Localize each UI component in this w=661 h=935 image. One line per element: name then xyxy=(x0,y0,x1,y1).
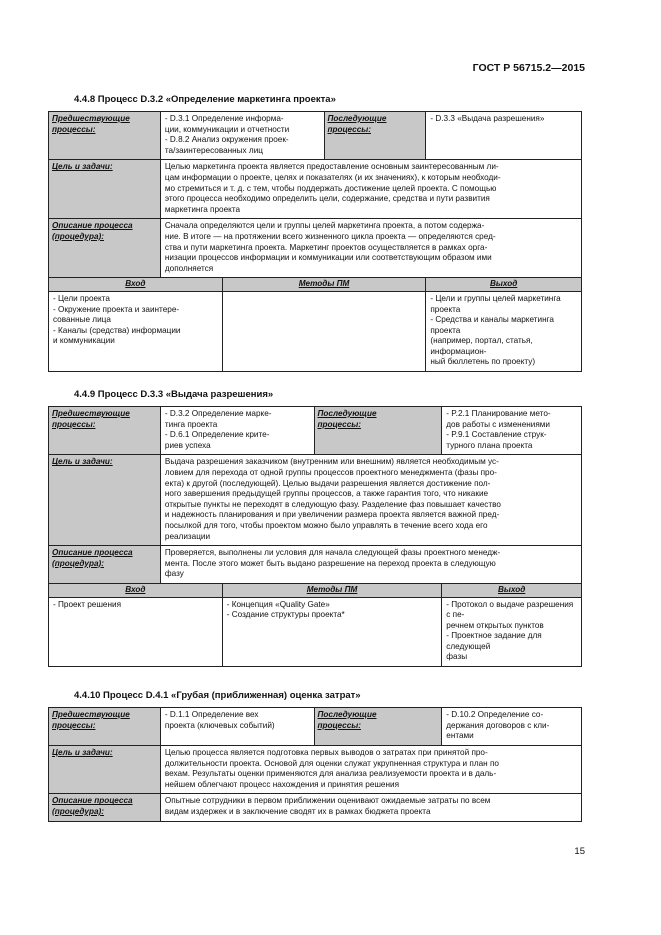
text-line: (например, портал, статья, информацион- xyxy=(430,336,533,356)
section-title: 4.4.9 Процесс D.3.3 «Выдача разрешения» xyxy=(74,389,274,400)
post-label: Последующие процессы: xyxy=(324,112,426,160)
text-line: видам издержек и в заключение сводят их в рамках бюджета проекта xyxy=(164,806,431,816)
text-line: риев успеха xyxy=(164,440,211,450)
text-line: ние. В итоге — на протяжении всего жизненного цикла проекта — определяются сред- xyxy=(164,231,496,241)
text-line: фазу xyxy=(164,569,184,579)
text-line: - D.1.1 Определение вех xyxy=(164,710,259,719)
text-line: и коммуникации xyxy=(53,336,115,346)
text-line: дов работы с изменениями xyxy=(446,419,550,429)
text-line: ного завершения предыдущей группы процессов, а также гарантия того, что никакие xyxy=(164,489,489,499)
process-table xyxy=(48,111,582,372)
post-label: Последующие процессы: xyxy=(314,708,442,746)
text-line: турного плана проекта xyxy=(446,440,533,450)
text-line: - D.3.2 Определение марке- xyxy=(164,409,272,418)
standard-header: ГОСТ Р 56715.2—2015 xyxy=(472,62,585,74)
text-line: - Проектное задание для следующей xyxy=(446,631,542,651)
text-line: и надежность планирования и при увеличении размера проекта является важной пред- xyxy=(164,510,500,520)
text-line: - Концепция «Quality Gate» xyxy=(226,599,330,609)
output-header: Выход xyxy=(442,583,582,597)
section-4-4-8 xyxy=(48,93,582,372)
text-line: этого процесса необходимо определить цели, содержание, средства и пути развития xyxy=(164,194,490,204)
post-value xyxy=(442,407,582,455)
goal-label: Цель и задачи: xyxy=(49,746,161,794)
text-line: Выдача разрешения заказчиком (внутренним или внешним) является необходимым ус- xyxy=(164,457,499,467)
goal-label: Цель и задачи: xyxy=(49,455,161,546)
post-value xyxy=(442,708,582,746)
text-line: Опытные сотрудники в первом приближении оценивают ожидаемые затраты по всем xyxy=(164,796,491,806)
text-line: маркетинга проекта xyxy=(164,204,241,214)
text-line: ловием для перехода от одной группы процессов проектного менеджмента (фазы про- xyxy=(164,467,497,477)
text-line: фазы xyxy=(446,652,468,662)
goal-label: Цель и задачи: xyxy=(49,160,161,219)
text-line: - P.2.1 Планирование мето- xyxy=(446,409,551,418)
text-line: - Создание структуры проекта* xyxy=(226,610,345,620)
page-number: 15 xyxy=(574,846,585,857)
text-line: - D.10.2 Определение со- xyxy=(446,710,544,719)
pred-value xyxy=(160,407,314,455)
text-line: дополняется xyxy=(164,263,214,273)
text-line: открытые пункты не переходят в следующую фазу. Разделение фаз повышает качество xyxy=(164,499,501,509)
input-value xyxy=(49,291,223,371)
text-line: - Средства и каналы маркетинга проекта xyxy=(430,315,554,335)
desc-value xyxy=(160,546,581,584)
methods-header: Методы ПМ xyxy=(222,278,426,292)
text-line: Целью процесса является подготовка первых выводов о затратах при принятой про- xyxy=(164,748,488,757)
text-line: реализации xyxy=(164,531,211,541)
text-line: - Каналы (средства) информации xyxy=(53,325,181,335)
text-line: ный бюллетень по проекту) xyxy=(430,357,536,367)
text-line: мента. После этого может быть выдано разрешение на переход проекта в следующую xyxy=(164,558,496,568)
goal-value xyxy=(160,455,581,546)
section-title: 4.4.8 Процесс D.3.2 «Определение маркетинга проекта» xyxy=(74,94,336,105)
section-title: 4.4.10 Процесс D.4.1 «Грубая (приближенная) оценка затрат» xyxy=(74,690,361,701)
text-line: та/заинтересованных лиц xyxy=(164,145,263,155)
methods-value xyxy=(222,291,426,371)
pred-value xyxy=(160,708,314,746)
output-header: Выход xyxy=(426,278,582,292)
text-line: тинга проекта xyxy=(164,419,218,429)
pred-value xyxy=(160,112,324,160)
text-line: ства и пути маркетинга проекта. Маркетинг проектов осуществляется в рамках орга- xyxy=(164,242,488,252)
text-line: - Цели проекта xyxy=(53,293,110,303)
text-line: - Проект решения xyxy=(53,599,122,609)
desc-value xyxy=(160,794,581,821)
text-line: низации процессов информации и коммуникации или соответствующим образом ими xyxy=(164,253,492,263)
text-line: ции, коммуникации и отчетности xyxy=(164,124,290,134)
desc-value xyxy=(160,219,581,278)
section-4-4-9 xyxy=(48,388,582,667)
text-line: - Окружение проекта и заинтере- xyxy=(53,304,180,314)
input-header: Вход xyxy=(49,278,223,292)
text-line: - D.3.3 «Выдача разрешения» xyxy=(430,114,545,123)
text-line: вехам. Результаты оценки применяются для анализа реализуемости проекта и в даль- xyxy=(164,769,497,779)
text-line: мо стремиться и т. д. с тем, чтобы поддержать достижение целей проекта. С помощью xyxy=(164,183,497,193)
text-line: нейшем облегчают процесс нахождения и принятия решения xyxy=(164,779,400,789)
text-line: - Протокол о выдаче разрешения с пе- xyxy=(446,599,574,620)
pred-label: Предшествующие процессы: xyxy=(49,407,161,455)
desc-label: Описание процесса (процедура): xyxy=(49,219,161,278)
input-header: Вход xyxy=(49,583,223,597)
text-line: цам информации о проекте, целях и показателях (и их значениях), к которым необходи- xyxy=(164,172,501,182)
desc-label: Описание процесса (процедура): xyxy=(49,546,161,584)
process-table xyxy=(48,406,582,667)
text-line: Проверяется, выполнены ли условия для начала следующей фазы проектного менедж- xyxy=(164,548,501,558)
output-value xyxy=(426,291,582,371)
text-line: должительности проекта. Основой для оценки служат укрупненная структура и план по xyxy=(164,758,499,768)
text-line: - D.6.1 Определение крите- xyxy=(164,430,270,440)
text-line: - P.9.1 Составление струк- xyxy=(446,430,547,440)
post-value xyxy=(426,112,582,160)
text-line: - D.8.2 Анализ окружения проек- xyxy=(164,135,289,145)
pred-label: Предшествующие процессы: xyxy=(49,112,161,160)
output-value xyxy=(442,597,582,667)
goal-value xyxy=(160,160,581,219)
goal-value xyxy=(160,746,581,794)
text-line: сованные лица xyxy=(53,315,111,325)
input-value xyxy=(49,597,223,667)
text-line: екта) к другой (последующей). Целью выдачи разрешения является достижение пол- xyxy=(164,478,491,488)
methods-value xyxy=(222,597,442,667)
post-label: Последующие процессы: xyxy=(314,407,442,455)
pred-label: Предшествующие процессы: xyxy=(49,708,161,746)
text-line: - Цели и группы целей маркетинга проекта xyxy=(430,293,561,314)
process-table xyxy=(48,707,582,822)
methods-header: Методы ПМ xyxy=(222,583,442,597)
text-line: речнем открытых пунктов xyxy=(446,620,544,630)
desc-label: Описание процесса (процедура): xyxy=(49,794,161,821)
text-line: Целью маркетинга проекта является предоставление основным заинтересованным ли- xyxy=(164,162,499,172)
text-line: - D.3.1 Определение информа- xyxy=(164,114,284,123)
text-line: ентами xyxy=(446,731,474,741)
text-line: держания договоров с кли- xyxy=(446,720,550,730)
section-4-4-10 xyxy=(48,689,582,822)
text-line: Сначала определяются цели и группы целей маркетинга проекта, а потом содержа- xyxy=(164,221,485,231)
text-line: посылкой для того, чтобы проектом можно было управлять в течение всего хода его xyxy=(164,520,488,530)
text-line: проекта (ключевых событий) xyxy=(164,720,275,730)
